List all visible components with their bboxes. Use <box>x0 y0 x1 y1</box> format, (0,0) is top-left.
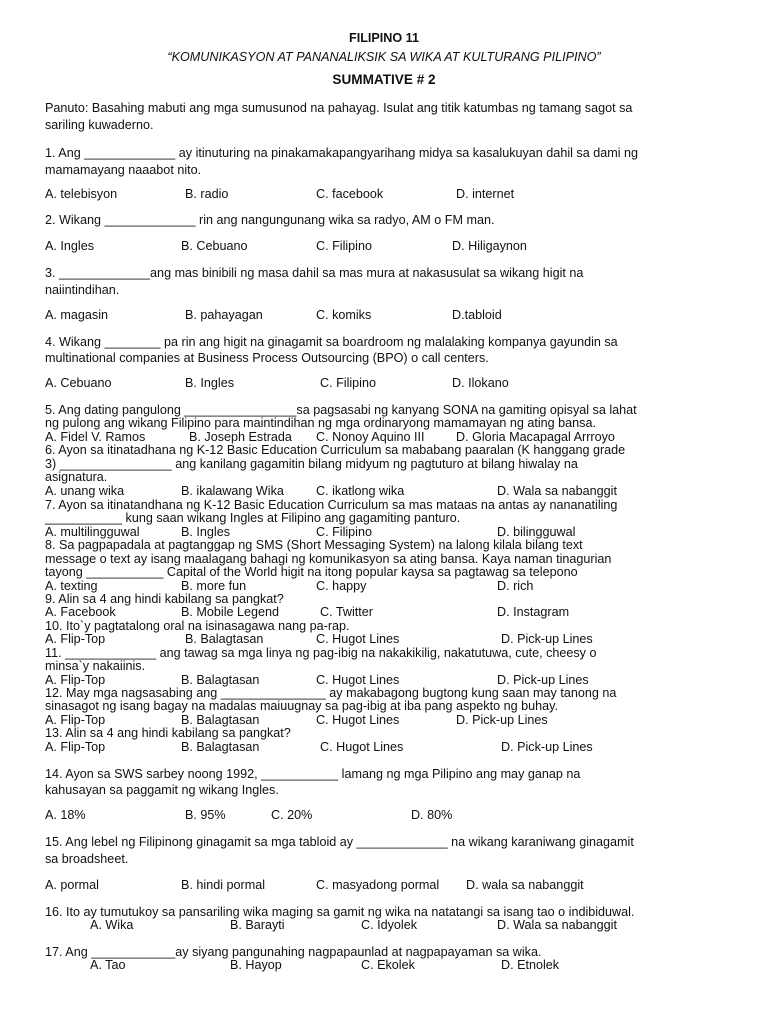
question-3-text: naiintindihan. <box>45 283 120 297</box>
question-17-text: 17. Ang ____________ay siyang pangunahing nagpapaunlad at nagpapayaman sa wika. <box>45 945 542 959</box>
question-13-text: 13. Alin sa 4 ang hindi kabilang sa pangkat? <box>45 726 291 740</box>
question-10-text: 10. Ito`y pagtatalong oral na isinasagawa nang pa-rap. <box>45 619 350 633</box>
question-15-option-b: B. hindi pormal <box>181 878 265 892</box>
question-11-option-c: C. Hugot Lines <box>316 673 400 687</box>
question-17-option-b: B. Hayop <box>230 958 282 972</box>
question-14-option-a: A. 18% <box>45 808 86 822</box>
question-1-option-b: B. radio <box>185 187 229 201</box>
question-8-text: tayong ___________ Capital of the World higit na itong popular kaysa sa pagtawag sa telepono <box>45 565 578 579</box>
question-14-option-b: B. 95% <box>185 808 226 822</box>
question-5-option-c: C. Nonoy Aquino III <box>316 430 425 444</box>
question-15-text: 15. Ang lebel ng Filipinong ginagamit sa mga tabloid ay _____________ na wikang karaniwang ginagamit <box>45 835 634 849</box>
question-10-option-c: C. Hugot Lines <box>316 632 400 646</box>
question-13-option-a: A. Flip-Top <box>45 740 106 754</box>
question-7-option-d: D. bilingguwal <box>497 525 576 539</box>
question-4-option-d: D. Ilokano <box>452 376 509 390</box>
question-12-text: 12. May mga nagsasabing ang _______________ ay makabagong bugtong kung saan may tanong na <box>45 686 617 700</box>
question-6-text: 6. Ayon sa itinatadhana ng K-12 Basic Education Curriculum sa mababang paaralan (K hanggang grade <box>45 443 626 457</box>
question-7-text: ___________ kung saan wikang Ingles at Filipino ang gagamiting panturo. <box>45 511 461 525</box>
question-7-option-c: C. Filipino <box>316 525 372 539</box>
question-8-option-c: C. happy <box>316 579 367 593</box>
question-4-option-c: C. Filipino <box>320 376 376 390</box>
question-7-option-a: A. multilingguwal <box>45 525 140 539</box>
question-11-option-b: B. Balagtasan <box>181 673 260 687</box>
question-8-option-d: D. rich <box>497 579 534 593</box>
question-1-option-c: C. facebook <box>316 187 384 201</box>
question-16-option-b: B. Barayti <box>230 918 285 932</box>
question-14-text: 14. Ayon sa SWS sarbey noong 1992, ___________ lamang ng mga Pilipino ang may ganap na <box>45 767 581 781</box>
question-5-option-d: D. Gloria Macapagal Arrroyo <box>456 430 615 444</box>
question-8-text: 8. Sa pagpapadala at pagtanggap ng SMS (Short Messaging System) na lalong kilala bilang text <box>45 538 583 552</box>
question-5-text: 5. Ang dating pangulong ________________sa pagsasabi ng kanyang SONA na gamiting opisyal sa lahat <box>45 403 637 417</box>
question-14-option-c: C. 20% <box>271 808 313 822</box>
instructions-line: sariling kuwaderno. <box>45 118 154 132</box>
question-9-option-d: D. Instagram <box>497 605 570 619</box>
question-12-option-b: B. Balagtasan <box>181 713 260 727</box>
question-8-option-b: B. more fun <box>181 579 247 593</box>
question-13-option-d: D. Pick-up Lines <box>501 740 593 754</box>
question-3-option-a: A. magasin <box>45 308 108 322</box>
question-13-option-b: B. Balagtasan <box>181 740 260 754</box>
question-2-option-c: C. Filipino <box>316 239 372 253</box>
question-17-option-d: D. Etnolek <box>501 958 560 972</box>
question-4-text: 4. Wikang ________ pa rin ang higit na ginagamit sa boardroom ng malalaking kompanya gayundin sa <box>45 335 618 349</box>
question-11-option-a: A. Flip-Top <box>45 673 106 687</box>
question-15-text: sa broadsheet. <box>45 852 129 866</box>
question-14-text: kahusayan sa paggamit ng wikang Ingles. <box>45 783 279 797</box>
question-6-text: 3) ________________ ang kanilang gagamitin bilang midyum ng pagtuturo at bilang hiwalay na <box>45 457 578 471</box>
question-16-option-d: D. Wala sa nabanggit <box>497 918 617 932</box>
question-3-text: 3. _____________ang mas binibili ng masa dahil sa mas mura at nakasusulat sa wikang higit na <box>45 266 584 280</box>
question-3-option-b: B. pahayagan <box>185 308 263 322</box>
question-10-option-a: A. Flip-Top <box>45 632 106 646</box>
question-8-text: message o text ay isang maalagang bahagi ng komunikasyon sa ating bansa. Kaya naman tinagurian <box>45 552 612 566</box>
question-3-option-c: C. komiks <box>316 308 372 322</box>
question-2-option-d: D. Hiligaynon <box>452 239 527 253</box>
question-11-text: 11. _____________ ang tawag sa mga linya ng pag-ibig na nakakikilig, nakatutuwa, cute, cheesy o <box>45 646 597 660</box>
question-3-option-d: D.tabloid <box>452 308 502 322</box>
question-15-option-a: A. pormal <box>45 878 99 892</box>
question-15-option-d: D. wala sa nabanggit <box>466 878 584 892</box>
question-9-text: 9. Alin sa 4 ang hindi kabilang sa pangkat? <box>45 592 284 606</box>
question-9-option-a: A. Facebook <box>45 605 116 619</box>
question-16-option-a: A. Wika <box>90 918 134 932</box>
question-12-text: sinasagot ng isang bagay na madalas maiuugnay sa pag-ibig at iba pang aspekto ng buhay. <box>45 699 558 713</box>
question-16-text: 16. Ito ay tumutukoy sa pansariling wika maging sa gamit ng wika na natatangi sa isang tao o indibiduwal. <box>45 905 635 919</box>
question-12-option-d: D. Pick-up Lines <box>456 713 548 727</box>
subject-title: FILIPINO 11 <box>349 31 419 45</box>
question-16-option-c: C. Idyolek <box>361 918 417 932</box>
question-15-option-c: C. masyadong pormal <box>316 878 440 892</box>
question-6-option-c: C. ikatlong wika <box>316 484 405 498</box>
question-11-option-d: D. Pick-up Lines <box>497 673 589 687</box>
question-2-option-b: B. Cebuano <box>181 239 248 253</box>
question-4-option-a: A. Cebuano <box>45 376 112 390</box>
question-17-option-c: C. Ekolek <box>361 958 415 972</box>
question-1-text: 1. Ang _____________ ay itinuturing na pinakamakapangyarihang midya sa kasalukuyan dahil sa dami ng <box>45 146 639 160</box>
question-6-option-d: D. Wala sa nabanggit <box>497 484 617 498</box>
question-7-text: 7. Ayon sa itinatandhana ng K-12 Basic Education Curriculum sa mas mataas na antas ay nananatiling <box>45 498 618 512</box>
question-8-option-a: A. texting <box>45 579 98 593</box>
question-6-option-b: B. ikalawang Wika <box>181 484 284 498</box>
question-1-text: mamamayang naaabot nito. <box>45 163 202 177</box>
question-2-text: 2. Wikang _____________ rin ang nangungunang wika sa radyo, AM o FM man. <box>45 213 495 227</box>
question-14-option-d: D. 80% <box>411 808 453 822</box>
question-4-text: multinational companies at Business Process Outsourcing (BPO) o call centers. <box>45 351 489 365</box>
question-1-option-a: A. telebisyon <box>45 187 118 201</box>
question-5-text: ng pulong ang wikang Filipino para maintindihan ng mga ordinaryong mamamayan ng ating bansa. <box>45 416 596 430</box>
question-4-option-b: B. Ingles <box>185 376 235 390</box>
question-6-text: asignatura. <box>45 470 108 484</box>
question-12-option-a: A. Flip-Top <box>45 713 106 727</box>
question-2-option-a: A. Ingles <box>45 239 95 253</box>
question-10-option-d: D. Pick-up Lines <box>501 632 593 646</box>
instructions-line: Panuto: Basahing mabuti ang mga sumusunod na pahayag. Isulat ang titik katumbas ng tamang sagot sa <box>45 101 633 115</box>
question-9-option-b: B. Mobile Legend <box>181 605 280 619</box>
question-17-option-a: A. Tao <box>90 958 126 972</box>
question-5-option-b: B. Joseph Estrada <box>189 430 292 444</box>
question-6-option-a: A. unang wika <box>45 484 125 498</box>
question-12-option-c: C. Hugot Lines <box>316 713 400 727</box>
question-9-option-c: C. Twitter <box>320 605 373 619</box>
question-7-option-b: B. Ingles <box>181 525 231 539</box>
question-13-option-c: C. Hugot Lines <box>320 740 404 754</box>
question-5-option-a: A. Fidel V. Ramos <box>45 430 146 444</box>
course-title: “KOMUNIKASYON AT PANANALIKSIK SA WIKA AT KULTURANG PILIPINO” <box>167 50 601 64</box>
question-11-text: minsa`y nakaiinis. <box>45 659 146 673</box>
question-10-option-b: B. Balagtasan <box>185 632 264 646</box>
test-title: SUMMATIVE # 2 <box>332 72 436 87</box>
question-1-option-d: D. internet <box>456 187 515 201</box>
